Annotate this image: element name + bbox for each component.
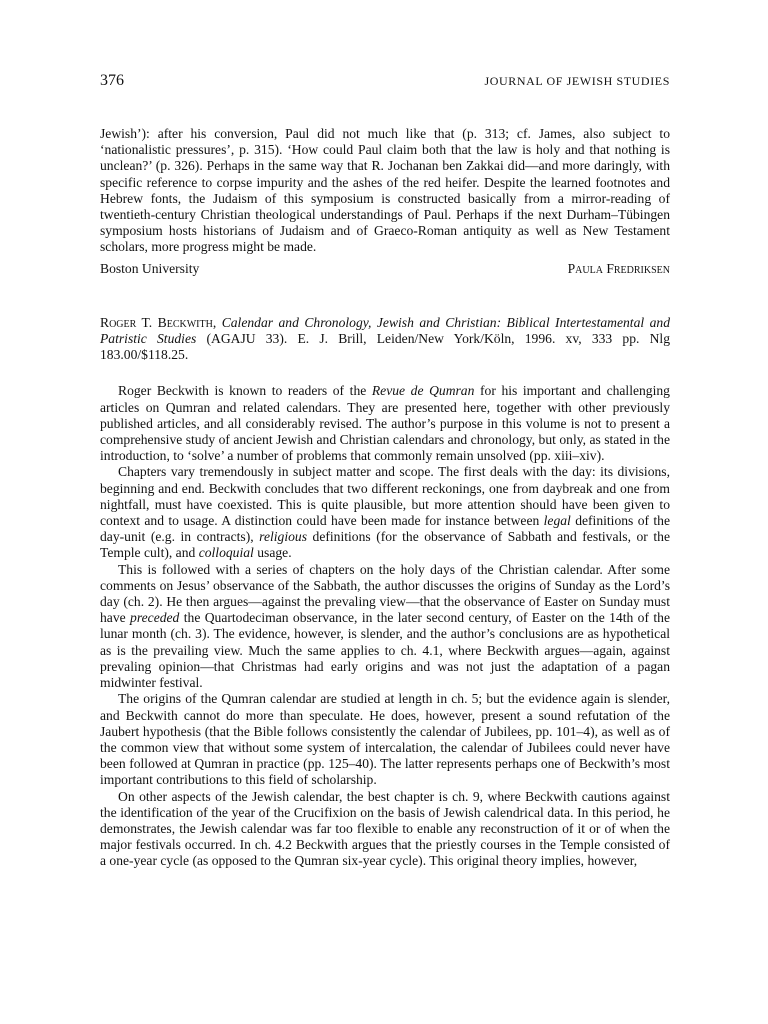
running-header [100,72,670,102]
book-title: Calendar and Chronology, Jewish and Christian: Biblical Intertestamental and Patristic Studies [100,314,670,347]
book-author: Roger T. Beckwith [100,314,213,330]
page-number: 376 [100,72,124,89]
review-paragraph-5: On other aspects of the Jewish calendar, the best chapter is ch. 9, where Beckwith cautions against the identification of the year of the Crucifixion on the basis of Jewish calendrical data. In this period, he demonstrates, the Jewish calendar was far too flexible to enable any reconstruction of it or of when the major festivals occurred. In ch. 4.2 Beckwith argues that the priestly courses in the Temple consisted of a one-year cycle (as opposed to the Qumran six-year cycle). This original theory implies, however, [100,788,670,869]
text-run: definitions of the day-unit (e.g. in contracts), [100,513,670,545]
text-run: usage. [253,545,292,561]
text-run: Chapters vary tremendously in subject matter and scope. The first deals with the day: its divisions, beginning and end. Beckwith concludes that two different reckonings, one from daybreak and one from nightfall, must have coexisted. This is quite plausible, but more attention should have been given to context and to usage. A distinction could have been made for instance between [100,464,670,529]
text-run: Roger Beckwith is known to readers of the [118,383,372,399]
text-run: This is followed with a series of chapters on the holy days of the Christian calendar. After some comments on Jesus’ observance of the Sabbath, the author discusses the origins of Sunday as the Lord’s day (ch. 2). He then argues—against the prevaling view—that the observance of Easter on Sunday must have [100,561,670,626]
book-details: (AGAJU 33). E. J. Brill, Leiden/New York/Köln, 1996. xv, 333 pp. Nlg 183.00/$118.25. [100,331,670,363]
journal-title: JOURNAL OF JEWISH STUDIES [484,74,670,88]
review-paragraph-3 [100,562,670,692]
reviewer-signoff [100,261,670,277]
journal-name: Revue de Qumran [371,383,475,399]
previous-review-conclusion: Jewish’): after his conversion, Paul did not much like that (p. 313; cf. James, also subject to ‘nationalistic pressures’, p. 315). ‘How could Paul claim both that the law is holy and that nothing is unclean?’ (p. 326). Perhaps in the same way that R. Jochanan ben Zakkai did—and more daringly, with specific reference to corpse impurity and the ashes of the red heifer. Despite the learned footnotes and Hebrew fonts, the Judaism of this symposium is constructed basically from a mirror-reading of twentieth-century Christian theological understandings of Paul. Perhaps if the next Durham–Tübingen symposium hosts historians of Judaism and of Graeco-Roman antiquity as well as New Testament scholars, more progress might be made. [100,126,670,255]
emphasis: legal [543,513,571,529]
review-paragraph-1 [100,383,670,464]
emphasis: colloquial [198,545,254,561]
review-heading [100,315,670,364]
reviewer-name: Paula Fredriksen [567,260,670,276]
reviewer-affiliation: Boston University [100,260,200,276]
review-paragraph-4: The origins of the Qumran calendar are studied at length in ch. 5; but the evidence again is slender, and Beckwith cannot do more than speculate. He does, however, present a sound refutation of the Jaubert hypothesis (that the Bible follows consistently the calendar of Jubilees, pp. 101–4), as well as of the common view that without some system of intercalation, the calendar of Jubilees could never have been followed at Qumran in practice (pp. 125–40). The latter represents perhaps one of Beckwith’s most important contributions to this field of scholarship. [100,691,670,788]
emphasis: religious [259,529,307,545]
review-paragraph-2 [100,464,670,561]
heading-separator: , [212,314,222,330]
text-run: for his important and challenging articles on Qumran and related calendars. They are presented here, together with other previously published articles, and all considerably revised. The author’s purpose in this volume is not to present a comprehensive study of ancient Jewish and Christian calendars and chronology, but only, as stated in the introduction, to ‘solve’ a number of problems that commonly remain unsolved (pp. xiii–xiv). [100,383,670,464]
emphasis: preceded [130,610,180,626]
text-run: definitions (for the observance of Sabbath and festivals, or the Temple cult), and [100,529,670,561]
text-run: the Quartodeciman observance, in the later second century, of Easter on the 14th of the lunar month (ch. 3). The evidence, however, is slender, and the author’s conclusions are as hypothetical as is the prevailing view. Much the same applies to ch. 4.1, where Beckwith argues—again, against prevaling opinion—that Christmas had early origins and was not just the adaptation of a pagan midwinter festival. [100,610,670,691]
journal-page [100,72,670,870]
